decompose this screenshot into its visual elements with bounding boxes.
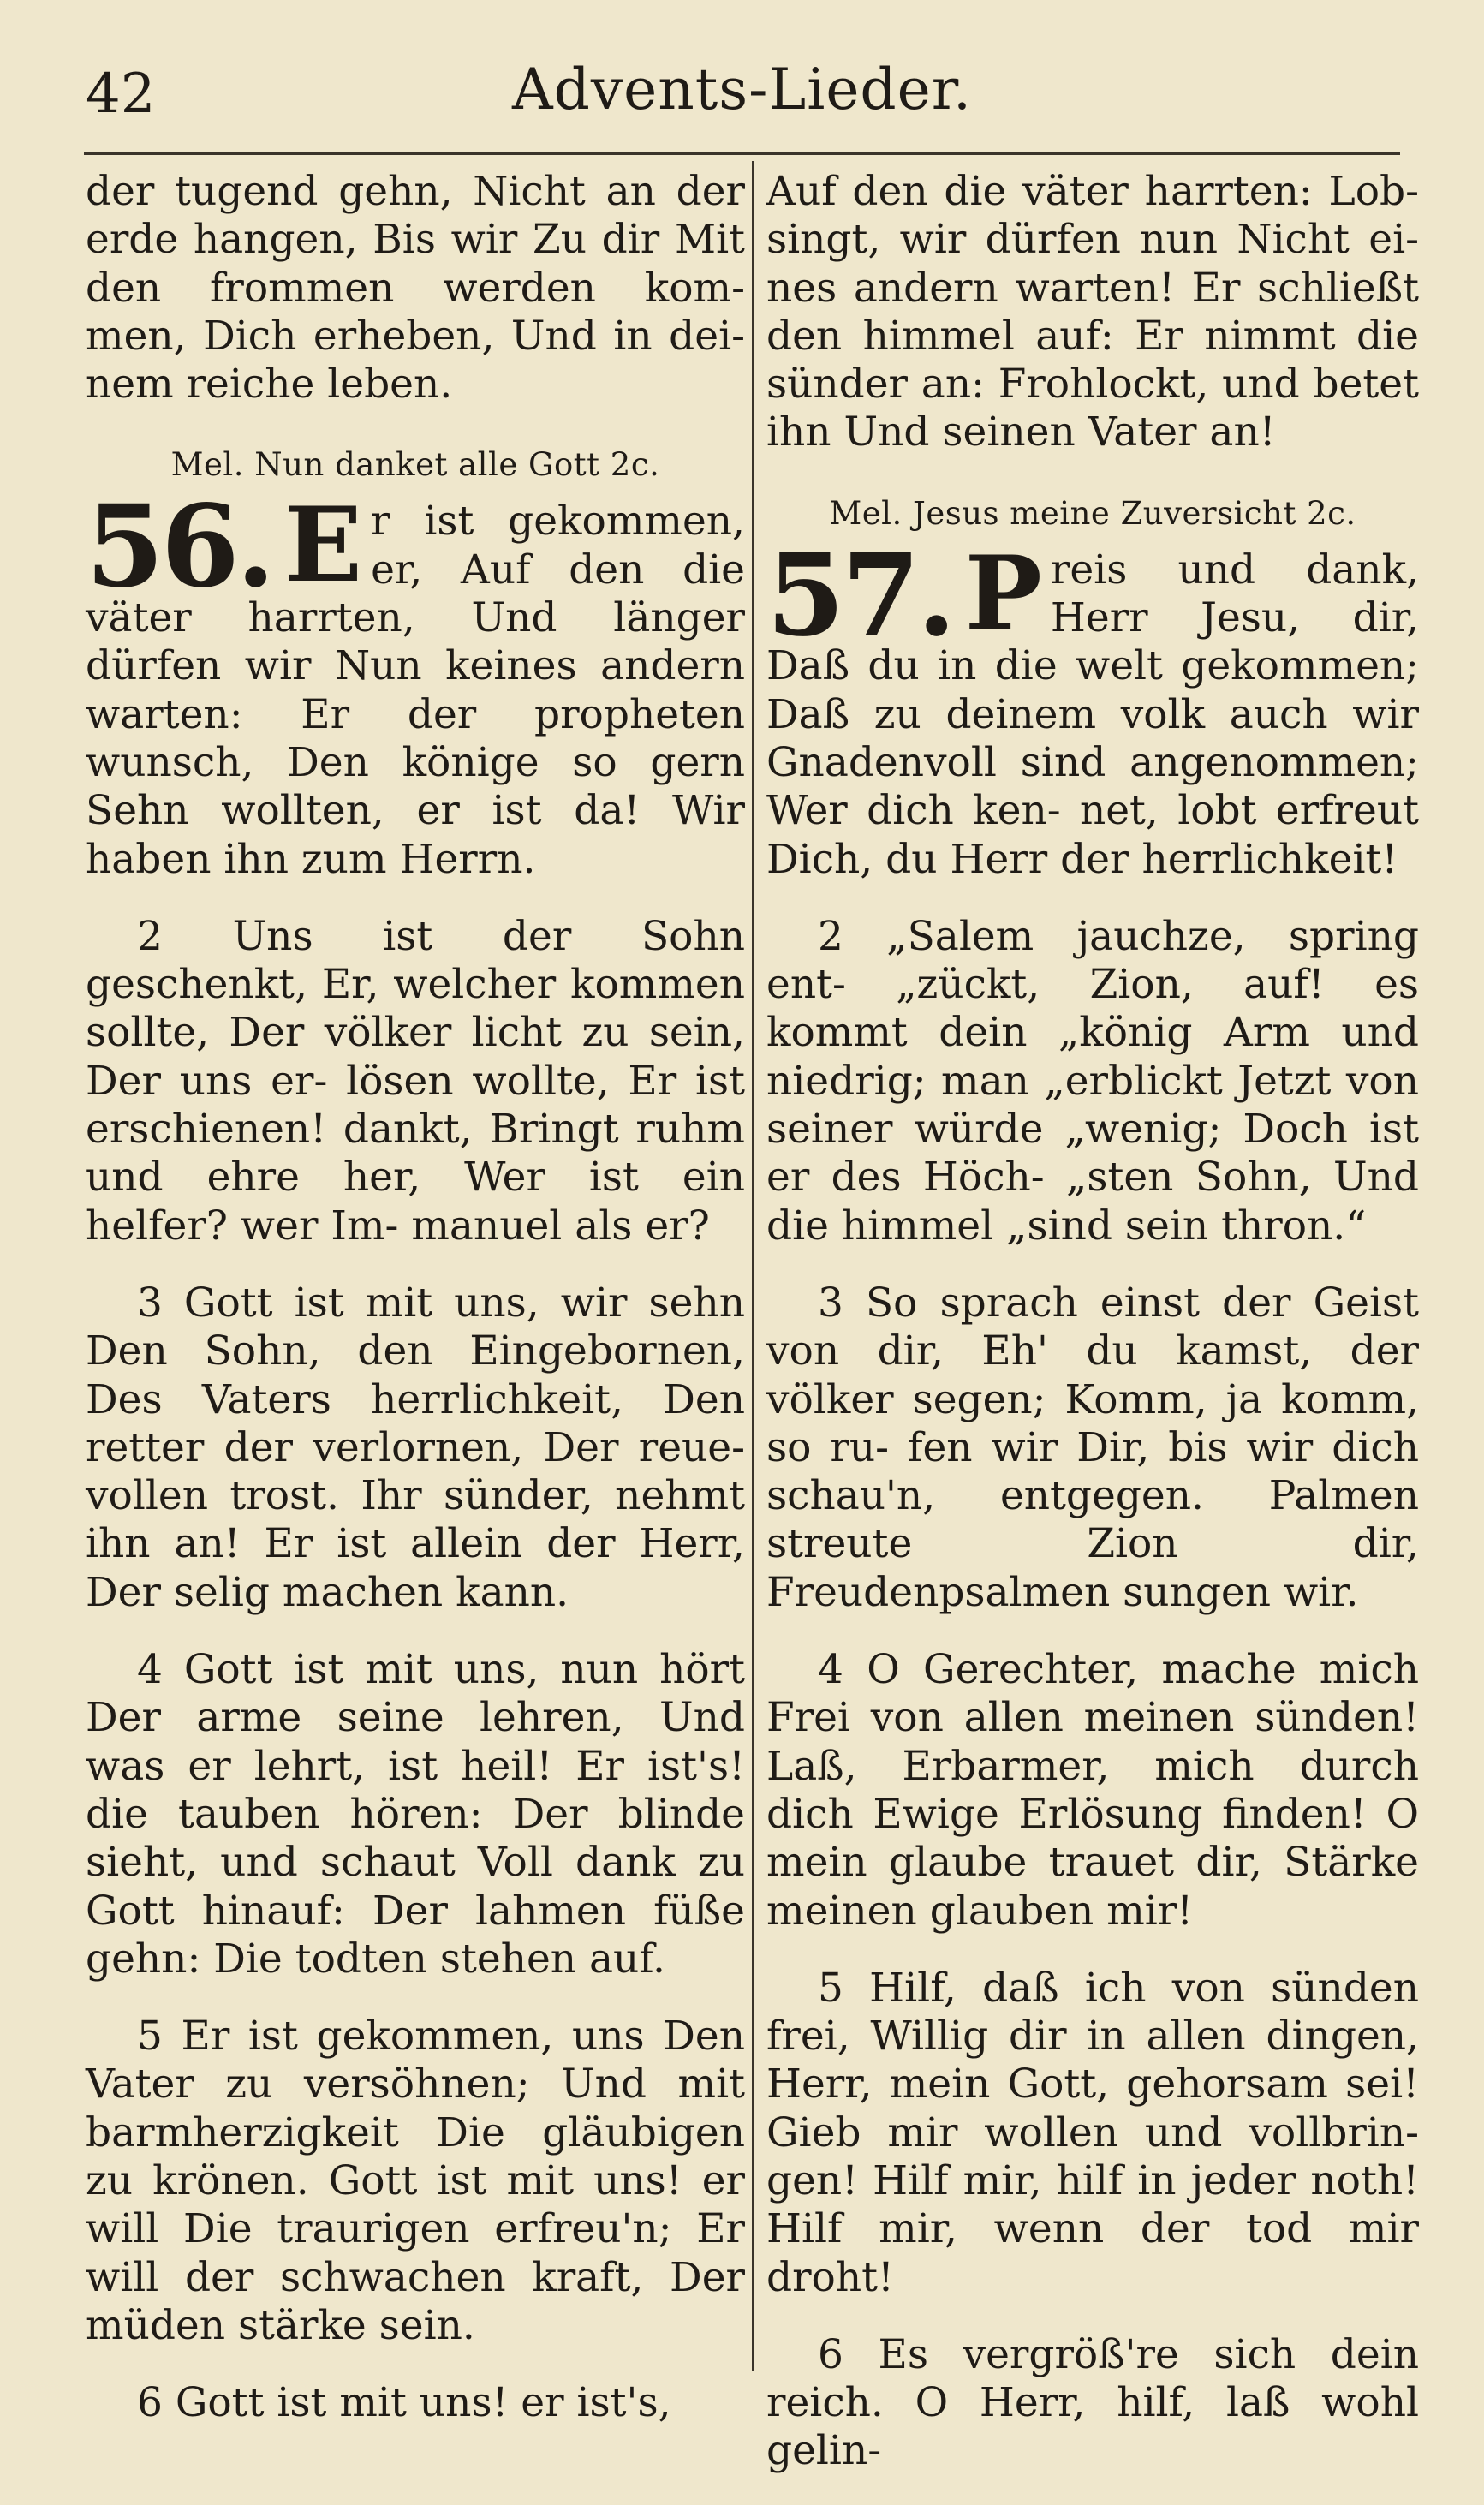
- stanza: 2 Uns ist der Sohn geschenkt, Er, welcher kommen sollte, Der völker licht zu sein, Der uns er- lösen wollte, Er ist erschienen! dankt, Bringt ruhm und ehre her, Wer ist ein helfer? wer Im- manuel als er?: [86, 912, 745, 1250]
- stanza: 6 Es vergröß're sich dein reich. O Herr, hilf, laß wohl gelin-: [766, 2330, 1419, 2475]
- continuation-text: der tugend gehn, Nicht an der erde hangen, Bis wir Zu dir Mit den frommen werden kom- men, Dich erheben, Und in dei- nem reiche leben.: [86, 168, 745, 409]
- stanza: 5 Hilf, daß ich von sünden frei, Willig dir in allen dingen, Herr, mein Gott, gehorsam sei! Gieb mir wollen und vollbrin- gen! Hilf mir, hilf in jeder noth! Hilf mir, wenn der tod mir droht!: [766, 1964, 1419, 2301]
- drop-cap: E: [283, 485, 363, 606]
- hymn-56: [86, 480, 745, 883]
- hymn-number: 57.: [766, 528, 953, 662]
- header-rule: [84, 152, 1400, 155]
- continuation-text: Auf den die väter harrten: Lob- singt, wir dürfen nun Nicht ei- nes andern warten! Er schließt den himmel auf: Er nimmt die sünder an: Frohlockt, und betet ihn Und seinen Vater an!: [766, 168, 1419, 456]
- first-stanza: r ist gekommen, er, Auf den die väter harrten, Und länger dürfen wir Nun keines andern warten: Er der propheten wunsch, Den könige so gern Sehn wollten, er ist da! Wir haben ihn zum Herrn.: [86, 498, 745, 883]
- right-column: [766, 168, 1419, 2475]
- left-column: [86, 168, 745, 2427]
- column-divider: [752, 161, 754, 2371]
- first-stanza: reis und dank, Herr Jesu, dir, Daß du in die welt gekommen; Daß zu deinem volk auch wir Gnadenvoll sind angenommen; Wer dich ken- net, lobt erfreut Dich, du Herr der herrlichkeit!: [766, 546, 1419, 883]
- stanza: 5 Er ist gekommen, uns Den Vater zu versöhnen; Und mit barmherzigkeit Die gläubigen zu krönen. Gott ist mit uns! er will Die traurigen erfreu'n; Er will der schwachen kraft, Der müden stärke sein.: [86, 2013, 745, 2349]
- stanza: 2 „Salem jauchze, spring ent- „zückt, Zion, auf! es kommt dein „könig Arm und niedrig; man „erblickt Jetzt von seiner würde „wenig; Doch ist er des Höch- „sten Sohn, Und die himmel „sind sein thron.“: [766, 912, 1419, 1250]
- page-number: 42: [86, 63, 156, 126]
- stanza: 6 Gott ist mit uns! er ist's,: [137, 2379, 671, 2427]
- hymn-number: 56.: [86, 480, 272, 614]
- stanza: 3 Gott ist mit uns, wir sehn Den Sohn, den Eingebornen, Des Vaters herrlichkeit, Den retter der verlornen, Der reue- vollen trost. Ihr sünder, nehmt ihn an! Er ist allein der Herr, Der selig machen kann.: [86, 1279, 745, 1616]
- drop-cap: P: [964, 533, 1042, 654]
- stanza: 3 So sprach einst der Geist von dir, Eh' du kamst, der völker segen; Komm, ja komm, so ru- fen wir Dir, bis wir dich schau'n, entgegen. Palmen streute Zion dir, Freudenpsalmen sungen wir.: [766, 1279, 1419, 1616]
- running-title: Advents-Lieder.: [511, 57, 973, 122]
- hymn-57: [766, 528, 1419, 884]
- melody-line: Mel. Jesus meine Zuversicht 2c.: [829, 494, 1356, 532]
- stanza: 4 Gott ist mit uns, nun hört Der arme seine lehren, Und was er lehrt, ist heil! Er ist's! die tauben hören: Der blinde sieht, und schaut Voll dank zu Gott hinauf: Der lahmen füße gehn: Die todten stehen auf.: [86, 1646, 745, 1983]
- melody-line: Mel. Nun danket alle Gott 2c.: [170, 446, 660, 484]
- stanza: 4 O Gerechter, mache mich Frei von allen meinen sünden! Laß, Erbarmer, mich durch dich Ewige Erlösung finden! O mein glaube trauet dir, Stärke meinen glauben mir!: [766, 1646, 1419, 1935]
- page-header: [0, 0, 1484, 163]
